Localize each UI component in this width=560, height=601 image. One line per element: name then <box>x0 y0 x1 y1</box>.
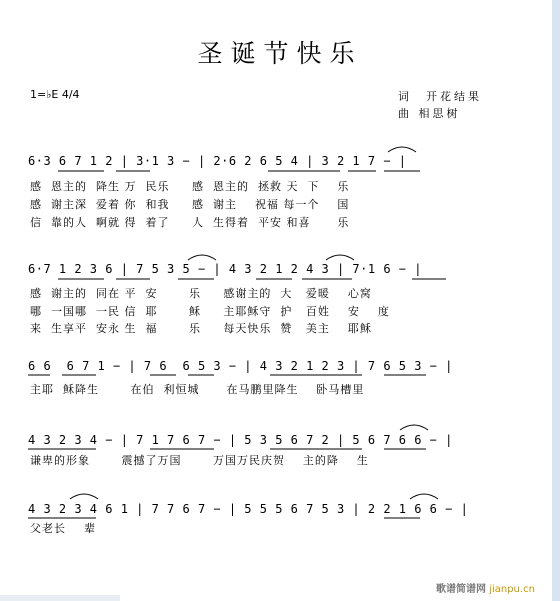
key-signature: 1=♭E 4/4 <box>30 88 80 101</box>
lyric-row-2-verse-3: 来 生享平 安永 生 福 乐 每天快乐 赞 美主 耶稣 <box>30 322 372 335</box>
watermark <box>436 580 535 595</box>
lyric-row-1-verse-2: 感 谢主深 爱着 你 和我 感 谢主 祝福 每一个 国 <box>30 198 350 211</box>
notation-row-5: 4 3 2 3 4 6 1 | 7 7 6 7 − | 5 5 5 6 7 5 3 | 2 2 1 6 6 − | <box>28 502 469 516</box>
watermark-url: jianpu.cn <box>489 584 535 595</box>
notation-row-3: 6 6 6 7 1 − | 7 6 6 5 3 − | 4 3 2 1 2 3 | 7 6 5 3 − | <box>28 359 453 373</box>
lyric-row-5-verse-1: 父老长 辈 <box>30 522 96 535</box>
lyric-row-1-verse-1: 感 恩主的 降生 万 民乐 感 恩主的 拯救 天 下 乐 <box>30 180 350 193</box>
lyric-row-1-verse-3: 信 靠的人 啊就 得 着了 人 生得着 平安 和喜 乐 <box>30 216 350 229</box>
lyric-row-2-verse-2: 哪 一国哪 一民 信 耶 稣 主耶稣守 护 百姓 安 度 <box>30 305 390 318</box>
song-title: 圣诞节快乐 <box>197 39 363 68</box>
page-bottom-strip <box>0 595 120 601</box>
lyric-row-4-verse-1: 谦卑的形象 震撼了万国 万国万民庆贺 主的降 生 <box>30 454 369 467</box>
lyricist-credit: 词 开花结果 <box>398 90 482 103</box>
page-edge <box>552 0 560 601</box>
notation-row-4: 4 3 2 3 4 − | 7 1 7 6 7 − | 5 3 5 6 7 2 | 5 6 7 6 6 − | <box>28 433 453 447</box>
lyric-row-2-verse-1: 感 谢主的 同在 平 安 乐 感谢主的 大 爱暖 心窝 <box>30 287 372 300</box>
notation-row-1: 6·3 6 7 1 2 | 3·1 3 − | 2·6 2 6 5 4 | 3 2 1 7 − | <box>28 154 407 168</box>
composer-credit: 曲 相思树 <box>398 107 461 120</box>
watermark-site: 歌谱简谱网 <box>436 584 486 595</box>
lyric-row-3-verse-1: 主耶 稣降生 在伯 利恒城 在马鹏里降生 卧马槽里 <box>30 383 365 396</box>
notation-row-2: 6·7 1 2 3 6 | 7 5 3 5 − | 4 3 2 1 2 4 3 | 7·1 6 − | <box>28 262 422 276</box>
